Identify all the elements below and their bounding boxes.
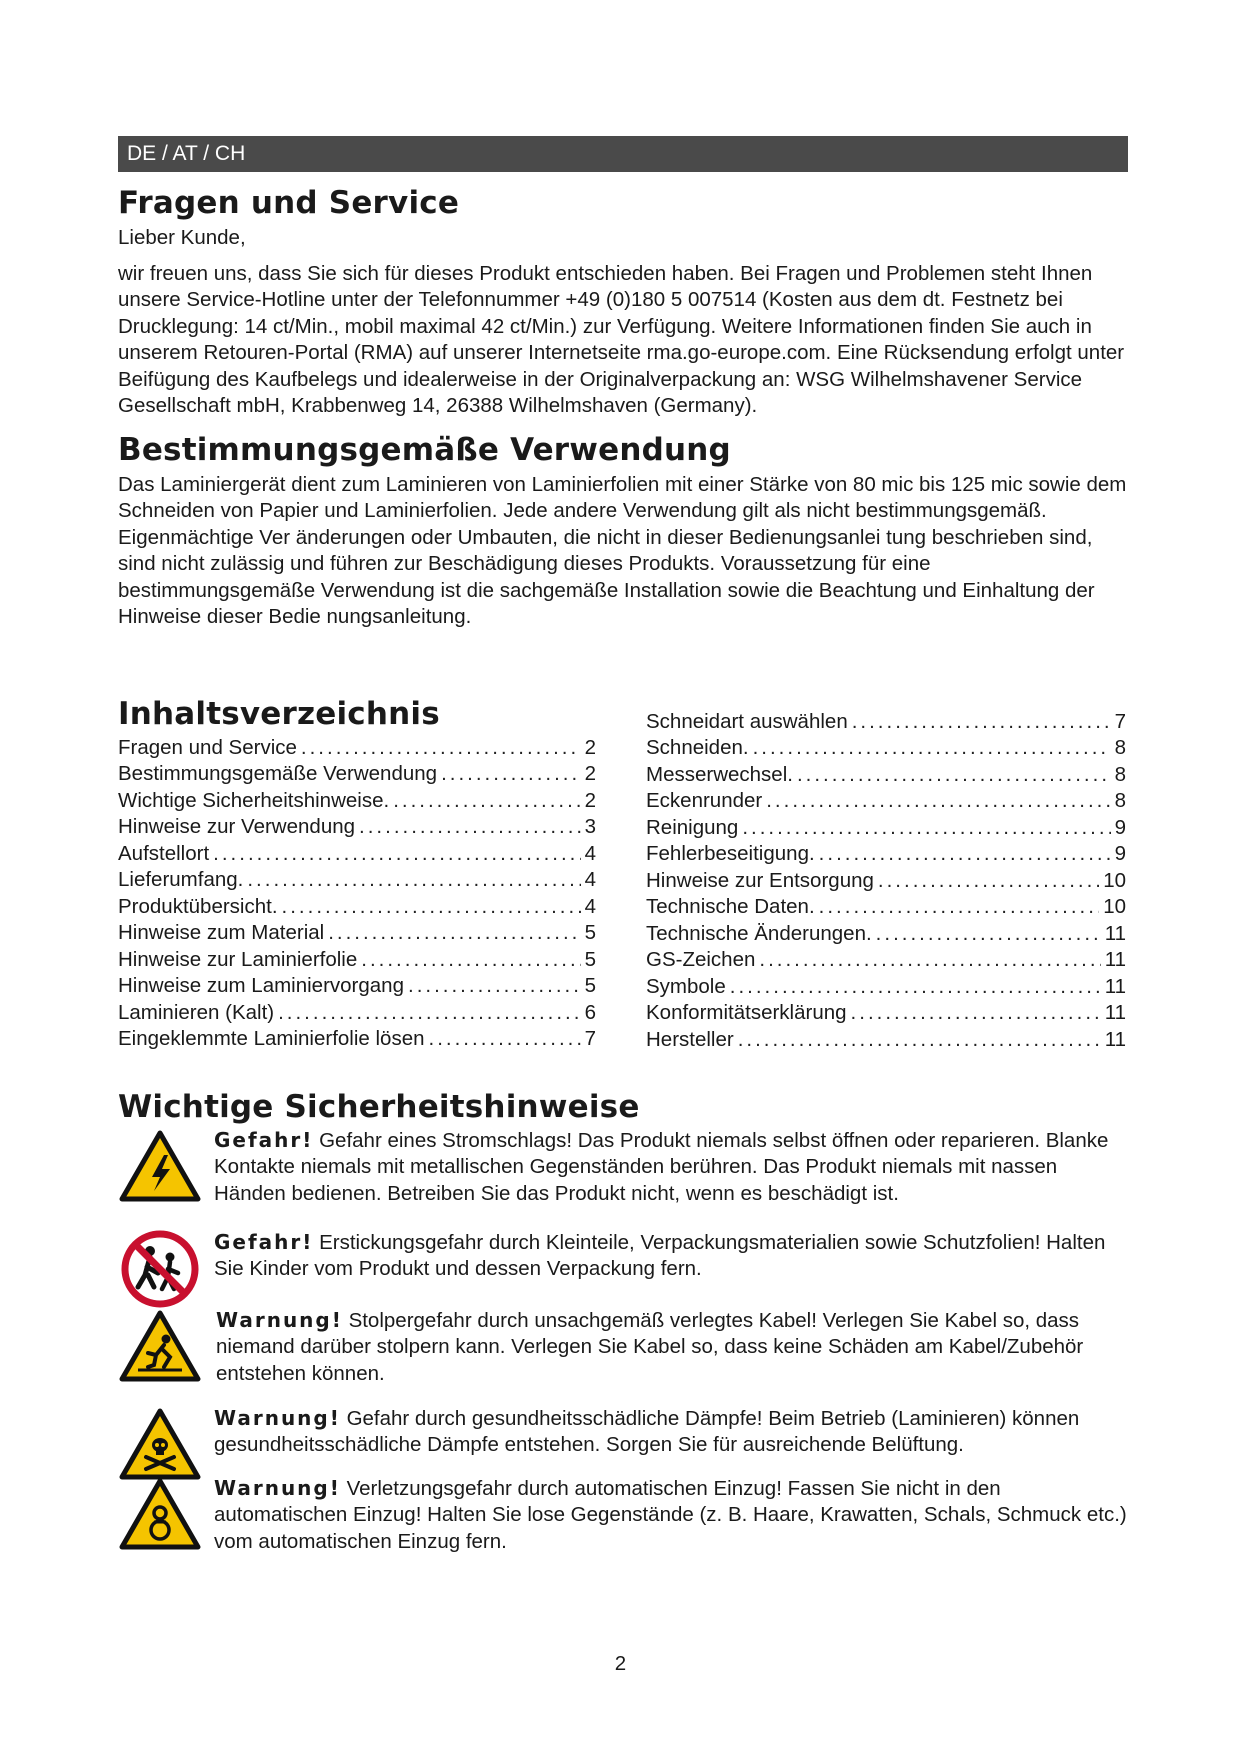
electric-shock-warning-icon	[118, 1127, 202, 1207]
toc-entry[interactable]	[118, 841, 596, 868]
toc-entry-label: Reinigung	[646, 815, 739, 839]
toc-entry[interactable]	[646, 841, 1126, 868]
toc-entry-page: 11	[1104, 948, 1126, 971]
table-of-contents	[118, 697, 1128, 1077]
toc-leader-dots	[429, 1026, 581, 1053]
toc-entry[interactable]	[118, 920, 596, 947]
toc-entry-page: 5	[584, 974, 596, 997]
toc-leader-dots	[328, 920, 580, 947]
trip-hazard-warning-icon	[118, 1307, 202, 1387]
toc-entry-page: 11	[1104, 921, 1126, 945]
safety-description: Gefahr durch gesundheitsschädliche Dämpfe! Beim Betrieb (Laminieren) können gesundheitsschädliche Dämpfe entstehen. Sorgen Sie für ausreichende Belüftung.	[214, 1406, 1080, 1456]
toc-entry-label: Schneidart auswählen	[646, 709, 848, 733]
fragen-body: wir freuen uns, dass Sie sich für dieses Produkt entschieden haben. Bei Fragen und Problemen steht Ihnen unsere Service-Hotline unter der Telefonnummer +49 (0)180 5 007514 (Kosten aus dem dt. Festnetz bei Drucklegung: 14 ct/Min., mobil maximal 42 ct/Min.) zur Verfügung. Weitere Informationen finden Sie auch in unserem Retouren-Portal (RMA) auf unserer Internetseite rma.go-europe.com. Eine Rücksendung erfolgt unter Beifügung des Kaufbelegs und idealerweise in der Originalverpackung an: WSG Wilhelmshavener Service Gesellschaft mbH, Krabbenweg 14, 26388 Wilhelmshaven (Germany).	[118, 261, 1125, 417]
toc-entry[interactable]	[118, 788, 596, 815]
safety-item	[118, 1307, 1128, 1405]
toc-entry-page: 5	[584, 947, 596, 971]
safety-description: Gefahr eines Stromschlags! Das Produkt niemals selbst öffnen oder reparieren. Blanke Kontakte niemals mit metallischen Gegenständen berühren. Das Produkt niemals mit nassen Händen bedienen. Betreiben Sie das Produkt nicht, wenn es beschädigt ist.	[214, 1128, 1109, 1205]
toc-entry-label: Konformitätserklärung	[646, 1001, 847, 1024]
toc-entry-label: Technische Daten.	[646, 895, 815, 918]
toc-entry[interactable]	[118, 761, 596, 788]
safety-keyword: Warnung!	[216, 1307, 343, 1332]
safety-text	[214, 1405, 1128, 1459]
toc-entry[interactable]	[646, 709, 1126, 736]
toc-entry-label: Produktübersicht.	[118, 894, 278, 918]
toc-entry-label: Technische Änderungen.	[646, 921, 872, 945]
toc-leader-dots	[361, 947, 580, 974]
safety-text	[214, 1475, 1128, 1556]
toc-leader-dots	[742, 815, 1110, 842]
toc-leader-dots	[730, 974, 1101, 1001]
toc-leader-dots	[359, 814, 581, 841]
toc-entry-label: Hinweise zum Material	[118, 921, 325, 944]
safety-text	[214, 1229, 1128, 1283]
toc-entry-label: Hinweise zum Laminiervorgang	[118, 974, 404, 997]
toc-entry-label: Laminieren (Kalt)	[118, 1000, 275, 1024]
fragen-title: Fragen und Service	[118, 185, 460, 221]
safety-title: Wichtige Sicherheitshinweise	[118, 1088, 640, 1125]
toc-entry-page: 3	[584, 815, 596, 838]
toc-leader-dots	[247, 867, 580, 894]
toc-entry-page: 8	[1114, 762, 1126, 786]
toc-entry-label: GS-Zeichen	[646, 948, 756, 971]
toc-leader-dots	[876, 921, 1101, 948]
toc-entry[interactable]	[646, 1000, 1126, 1027]
toc-leader-dots	[819, 841, 1111, 868]
safety-item	[118, 1475, 1128, 1565]
toc-entry[interactable]	[646, 788, 1126, 815]
toc-entry-page: 8	[1114, 736, 1126, 759]
toc-entry[interactable]	[118, 867, 596, 894]
safety-keyword: Warnung!	[214, 1405, 341, 1430]
toc-entry-label: Fragen und Service	[118, 735, 297, 759]
toc-entry-page: 5	[584, 921, 596, 944]
toc-entry-label: Fehlerbeseitigung.	[646, 842, 815, 865]
toc-entry-page: 10	[1103, 868, 1126, 892]
toc-leader-dots	[851, 1000, 1101, 1027]
toc-entry-page: 4	[584, 894, 596, 918]
toc-leader-dots	[852, 709, 1111, 736]
toc-entry-label: Symbole	[646, 974, 726, 998]
toc-entry-label: Eingeklemmte Laminierfolie lösen	[118, 1027, 425, 1050]
toc-entry-label: Messerwechsel.	[646, 762, 793, 786]
safety-keyword: Gefahr!	[214, 1229, 314, 1254]
entanglement-warning-icon	[118, 1475, 202, 1555]
safety-text	[214, 1127, 1128, 1208]
toc-entry[interactable]	[646, 868, 1126, 895]
toc-leader-dots	[797, 762, 1111, 789]
toc-leader-dots	[753, 735, 1111, 762]
toc-left-column	[118, 697, 596, 1053]
toc-entry-label: Aufstellort	[118, 841, 210, 865]
toc-entry-label: Bestimmungsgemäße Verwendung	[118, 762, 438, 785]
toc-entry-page: 2	[584, 735, 596, 759]
safety-text	[216, 1307, 1128, 1388]
safety-keyword: Warnung!	[214, 1475, 341, 1500]
toc-leader-dots	[738, 1027, 1101, 1054]
toc-leader-dots	[213, 841, 580, 868]
toc-leader-dots	[278, 1000, 581, 1027]
toc-entry-page: 9	[1114, 815, 1126, 839]
toc-entry-label: Hinweise zur Laminierfolie	[118, 947, 358, 971]
toc-entry[interactable]	[118, 735, 596, 762]
safety-description: Stolpergefahr durch unsachgemäß verlegtes Kabel! Verlegen Sie Kabel so, dass niemand darüber stolpern kann. Verlegen Sie Kabel so, dass keine Schäden am Kabel/Zubehör entstehen können.	[216, 1308, 1084, 1385]
toc-entry-page: 2	[584, 788, 596, 812]
toc-leader-dots	[819, 894, 1100, 921]
toc-entry-page: 10	[1103, 895, 1126, 918]
toc-entry[interactable]	[118, 814, 596, 841]
toc-entry-label: Hersteller	[646, 1027, 734, 1051]
safety-description: Verletzungsgefahr durch automatischen Einzug! Fassen Sie nicht in den automatischen Einzug! Halten Sie lose Gegenstände (z. B. Haare, Krawatten, Schals, Schmuck etc.) vom automatischen Einzug fern.	[214, 1476, 1127, 1553]
safety-item	[118, 1127, 1128, 1223]
toc-entry[interactable]	[118, 973, 596, 1000]
toc-entry[interactable]	[646, 1027, 1126, 1054]
toc-leader-dots	[408, 973, 581, 1000]
safety-item	[118, 1229, 1128, 1301]
toc-entry-page: 4	[584, 841, 596, 865]
page-number: 2	[614, 1652, 627, 1675]
toc-leader-dots	[766, 788, 1110, 815]
region-bar: DE / AT / CH	[118, 136, 1128, 172]
safety-item	[118, 1405, 1128, 1475]
toc-entry-page: 7	[584, 1027, 596, 1050]
toxic-fumes-warning-icon	[118, 1405, 202, 1485]
toc-entry-page: 2	[584, 762, 596, 785]
toc-leader-dots	[441, 761, 581, 788]
toc-entry[interactable]	[646, 974, 1126, 1001]
toc-entry[interactable]	[118, 947, 596, 974]
toc-leader-dots	[301, 735, 581, 762]
toc-entry[interactable]	[646, 762, 1126, 789]
toc-entry[interactable]	[118, 1026, 596, 1053]
toc-entry[interactable]	[118, 894, 596, 921]
toc-entry[interactable]	[646, 735, 1126, 762]
toc-entry[interactable]	[646, 894, 1126, 921]
toc-entry[interactable]	[646, 921, 1126, 948]
toc-entry-page: 11	[1104, 1001, 1126, 1024]
safety-description: Erstickungsgefahr durch Kleinteile, Verpackungsmaterialien sowie Schutzfolien! Halten Sie Kinder vom Produkt und dessen Verpackung fern.	[214, 1230, 1106, 1280]
toc-entry-page: 6	[584, 1000, 596, 1024]
toc-entry-label: Hinweise zur Verwendung	[118, 815, 356, 838]
toc-leader-dots	[878, 868, 1099, 895]
toc-entry[interactable]	[118, 1000, 596, 1027]
safety-keyword: Gefahr!	[214, 1127, 314, 1152]
toc-entry-page: 7	[1114, 709, 1126, 733]
toc-entry-page: 8	[1114, 789, 1126, 812]
toc-entry-label: Wichtige Sicherheitshinweise.	[118, 788, 390, 812]
toc-entry-label: Hinweise zur Entsorgung	[646, 868, 874, 892]
toc-leader-dots	[759, 947, 1100, 974]
toc-entry-page: 11	[1104, 1027, 1126, 1051]
toc-entry-label: Lieferumfang.	[118, 868, 244, 891]
fragen-greeting: Lieber Kunde,	[118, 226, 246, 249]
toc-entry-page: 4	[584, 868, 596, 891]
bestimmung-title: Bestimmungsgemäße Verwendung	[118, 431, 731, 468]
toc-leader-dots	[393, 788, 580, 815]
toc-entry[interactable]	[646, 815, 1126, 842]
toc-entry-label: Eckenrunder	[646, 789, 763, 812]
toc-entry[interactable]	[646, 947, 1126, 974]
bestimmung-body: Das Laminiergerät dient zum Laminieren von Laminierfolien mit einer Stärke von 80 mic bis 125 mic sowie dem Schneiden von Papier und Laminierfolien. Jede andere Verwendung gilt als nicht bestimmungsgemäß. Eigenmächtige Ver änderungen oder Umbauten, die nicht in dieser Bedienungsanlei tung beschrieben sind, sind nicht zulässig und führen zur Beschädigung dieses Produkts. Voraussetzung für eine bestimmungsgemäße Verwendung ist die sachgemäße Installation sowie die Beachtung und Einhaltung der Hinweise dieser Bedie nungsanleitung.	[118, 472, 1127, 628]
toc-entry-label: Schneiden.	[646, 736, 749, 759]
keep-children-away-icon	[118, 1229, 202, 1309]
toc-entry-page: 9	[1114, 842, 1126, 865]
toc-entry-page: 11	[1104, 974, 1126, 998]
toc-title: Inhaltsverzeichnis	[118, 695, 440, 732]
toc-leader-dots	[282, 894, 581, 921]
page-content	[118, 136, 1128, 1565]
toc-right-column	[646, 709, 1126, 1054]
